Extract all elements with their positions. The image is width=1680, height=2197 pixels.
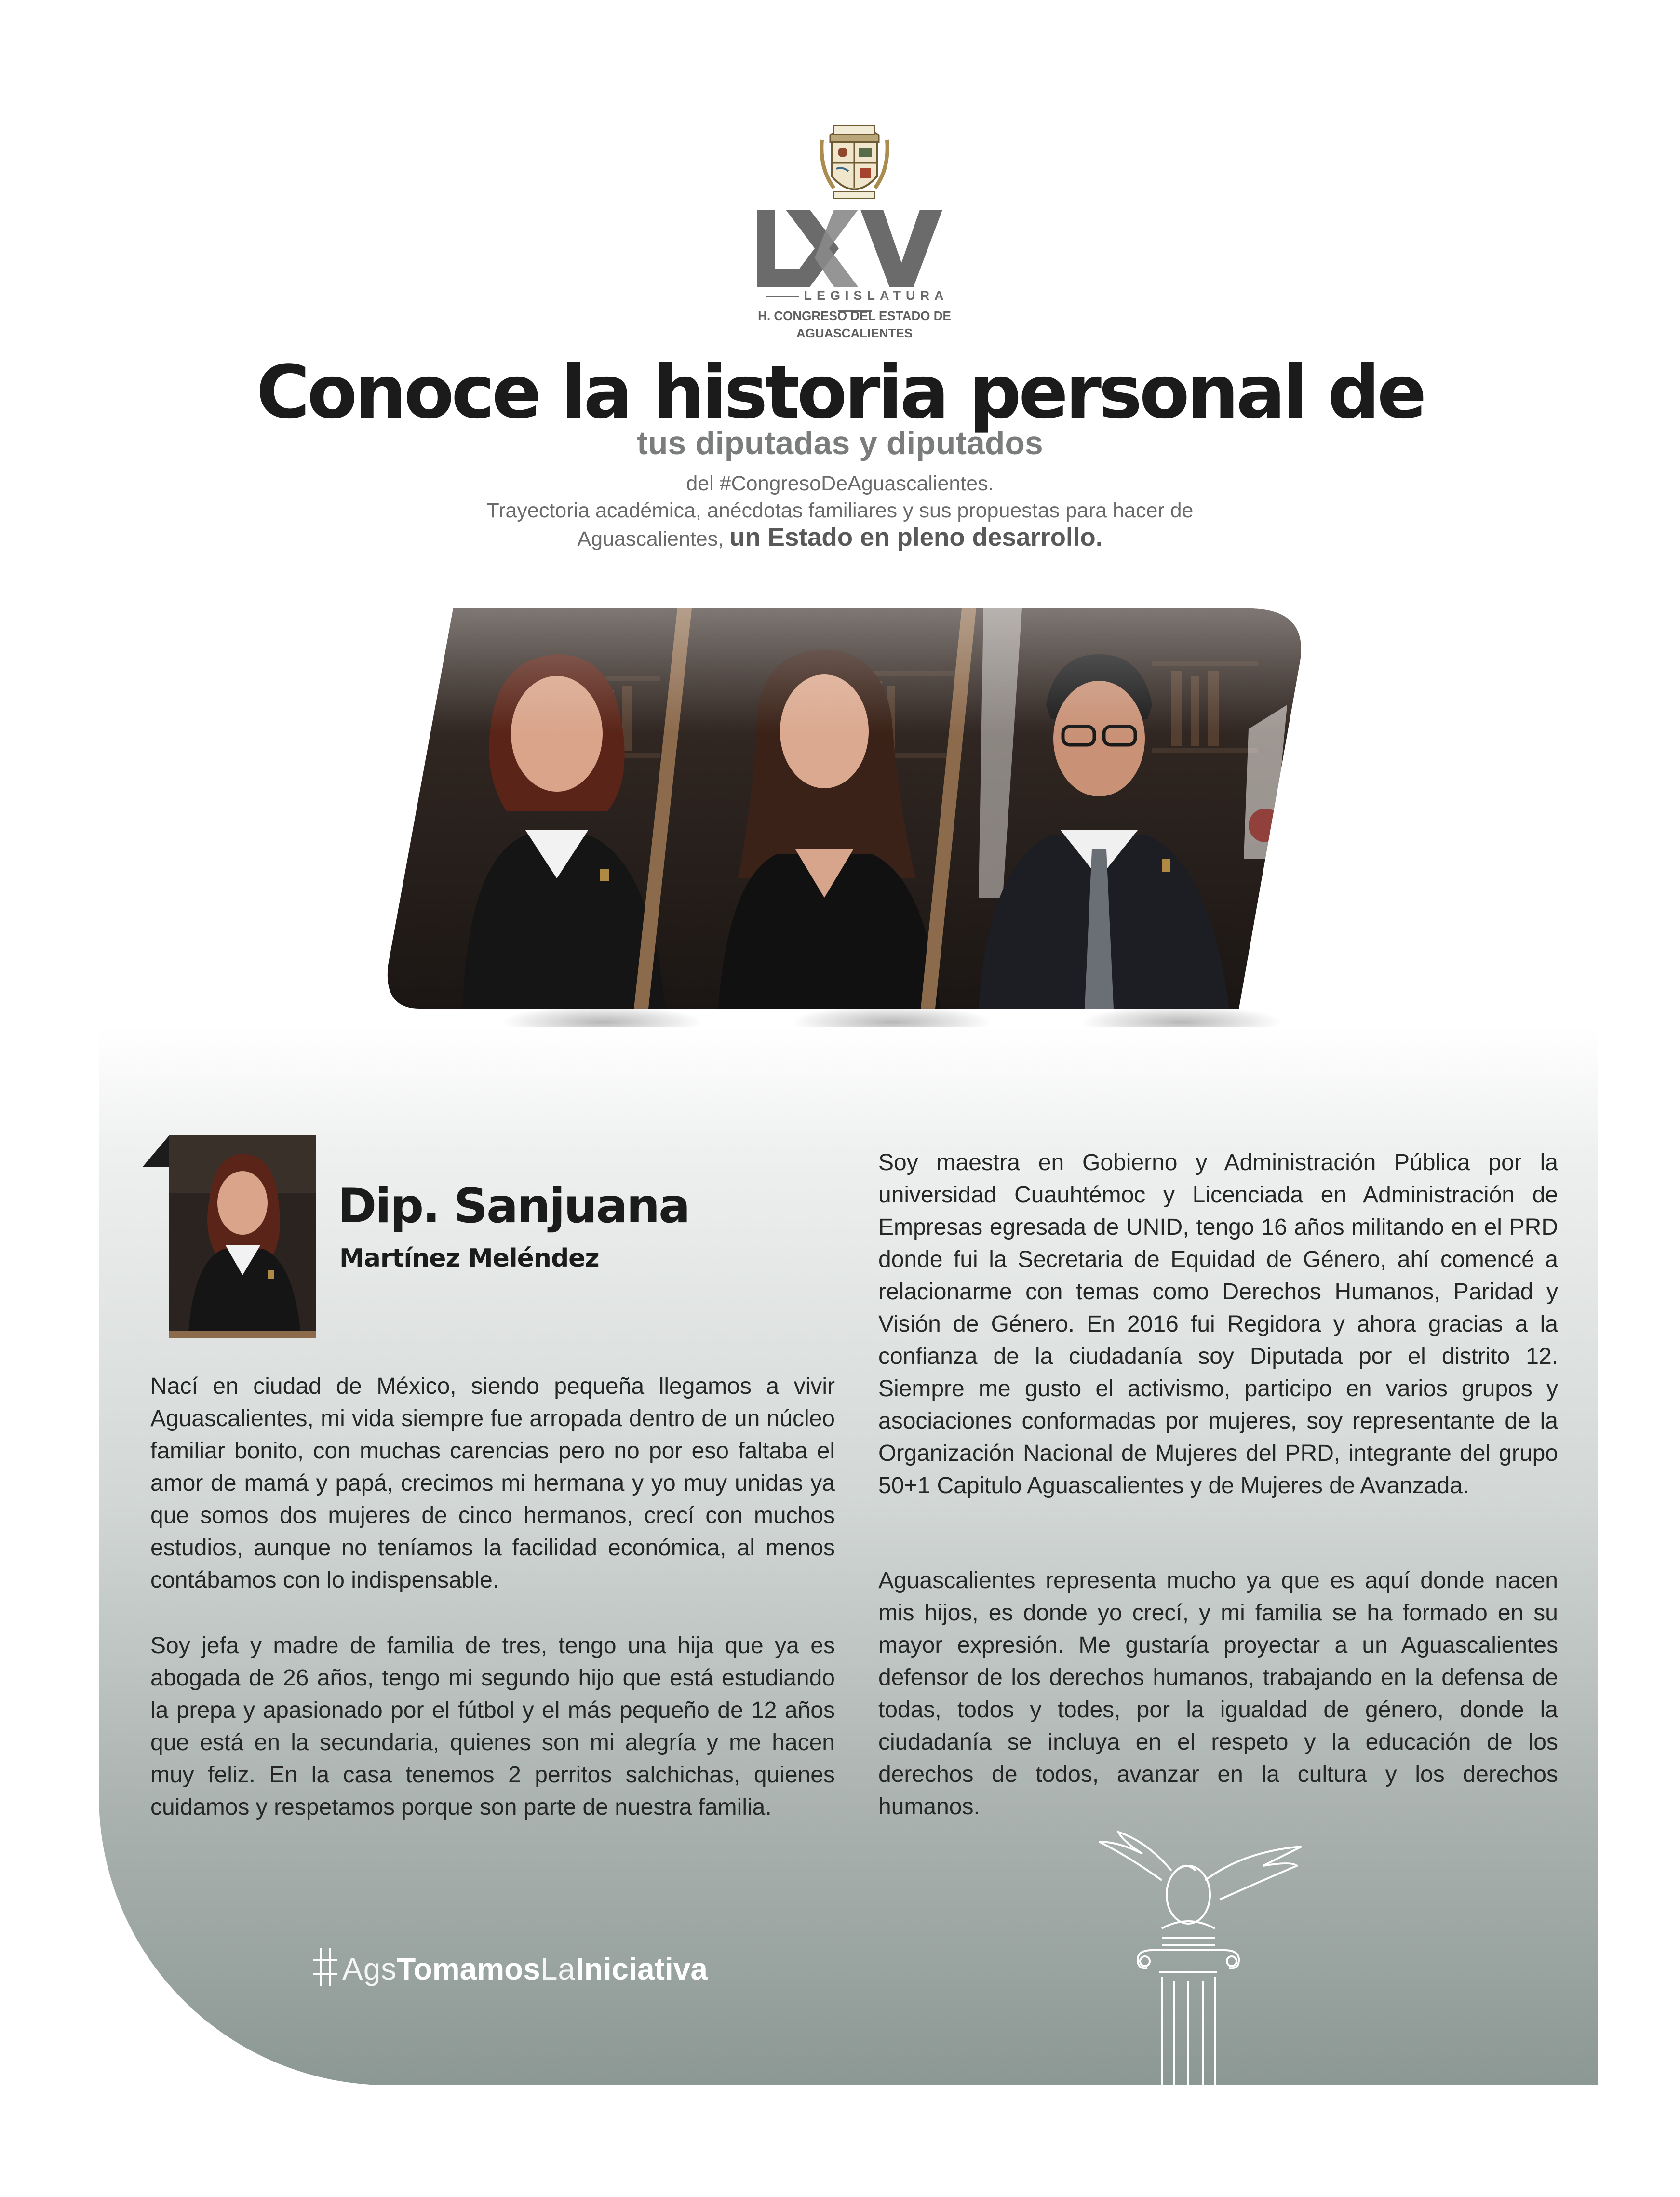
intro-line: Trayectoria académica, anécdotas familiares y sus propuestas para hacer de [486, 499, 1194, 522]
hashtag-tomamos: Tomamos [397, 1952, 540, 1986]
bio-paragraph: Nací en ciudad de México, siendo pequeña llegamos a vivir Aguascalientes, mi vida siempre fue arropada dentro de un núcleo familiar bonito, con muchas carencias pero no por eso faltaba el amor de mamá y papá, crecimos mi hermana y yo muy unidas ya que somos dos mujeres de cinco hermanos, crecí con muchos estudios, aunque no teníamos la facilidad económica, al menos contábamos con lo indispensable. [150, 1374, 835, 1593]
hash-icon [313, 1948, 337, 1986]
intro-emphasis: un Estado en pleno desarrollo. [729, 523, 1103, 552]
hashtag-brand [313, 1948, 708, 1987]
deputies-photo-band [381, 608, 1306, 1009]
coat-of-arms-icon [820, 121, 889, 202]
intro-line: del #CongresoDeAguascalientes. [686, 472, 994, 495]
hashtag-la: La [540, 1952, 576, 1986]
bio-paragraph: Aguascalientes representa mucho ya que es aquí donde nacen mis hijos, es donde yo crecí, y mi familia se ha formado en su mayor expresión. Me gustaría proyectar a un Aguascalientes defensor de los derechos humanos, trabajando en la defensa de todas, todos y todes, por la igualdad de género, donde la ciudadanía se incluya en el respeto y la educación de los derechos de todos, avanzar en la cultura y los derechos humanos. [878, 1568, 1558, 1820]
deputy-portrait [169, 1135, 316, 1338]
state-label: AGUASCALIENTES [796, 326, 913, 340]
intro-line [337, 524, 1343, 553]
deputy-name: Dip. Sanjuana [337, 1179, 689, 1234]
page-subtitle: tus diputadas y diputados [637, 425, 1043, 461]
deputy-surname: Martínez Meléndez [339, 1244, 599, 1273]
intro-text [337, 470, 1343, 553]
hashtag-iniciativa: Iniciativa [576, 1952, 708, 1986]
intro-line-start: Aguascalientes, [577, 527, 729, 551]
lxv-logo [757, 210, 952, 287]
congreso-label: H. CONGRESO DEL ESTADO DE [758, 309, 951, 323]
bio-paragraph: Soy maestra en Gobierno y Administración Pública por la universidad Cuauhtémoc y Licenciada en Administración de Empresas egresada de UNID, tengo 16 años militando en el PRD donde fui la Secretaria de Equidad de Género, ahí comencé a relacionarme con temas como Derechos Humanos, Paridad y Visión de Género. En 2016 fui Regidora y ahora gracias a la confianza de la ciudadanía soy Diputada por el distrito 12. Siempre me gusto el activismo, participo en varios grupos y asociaciones conformadas por mujeres, soy representante de la Organización Nacional de Mujeres del PRD, integrante del grupo 50+1 Capitulo Aguascalientes y de Mujeres de Avanzada. [878, 1150, 1558, 1498]
exedra-monument-icon [1089, 1827, 1311, 2088]
hashtag-ags: Ags [342, 1952, 397, 1986]
legislatura-label: LEGISLATURA [757, 288, 952, 318]
bio-paragraph: Soy jefa y madre de familia de tres, tengo una hija que ya es abogada de 26 años, tengo mi segundo hijo que está estudiando la prepa y apasionado por el fútbol y el más pequeño de 12 años que está en la secundaria, quienes son mi alegría y me hacen muy feliz. En la casa tenemos 2 perritos salchichas, quienes cuidamos y respetamos porque son parte de nuestra familia. [150, 1633, 835, 1820]
page-title: Conoce la historia personal de [256, 350, 1424, 435]
